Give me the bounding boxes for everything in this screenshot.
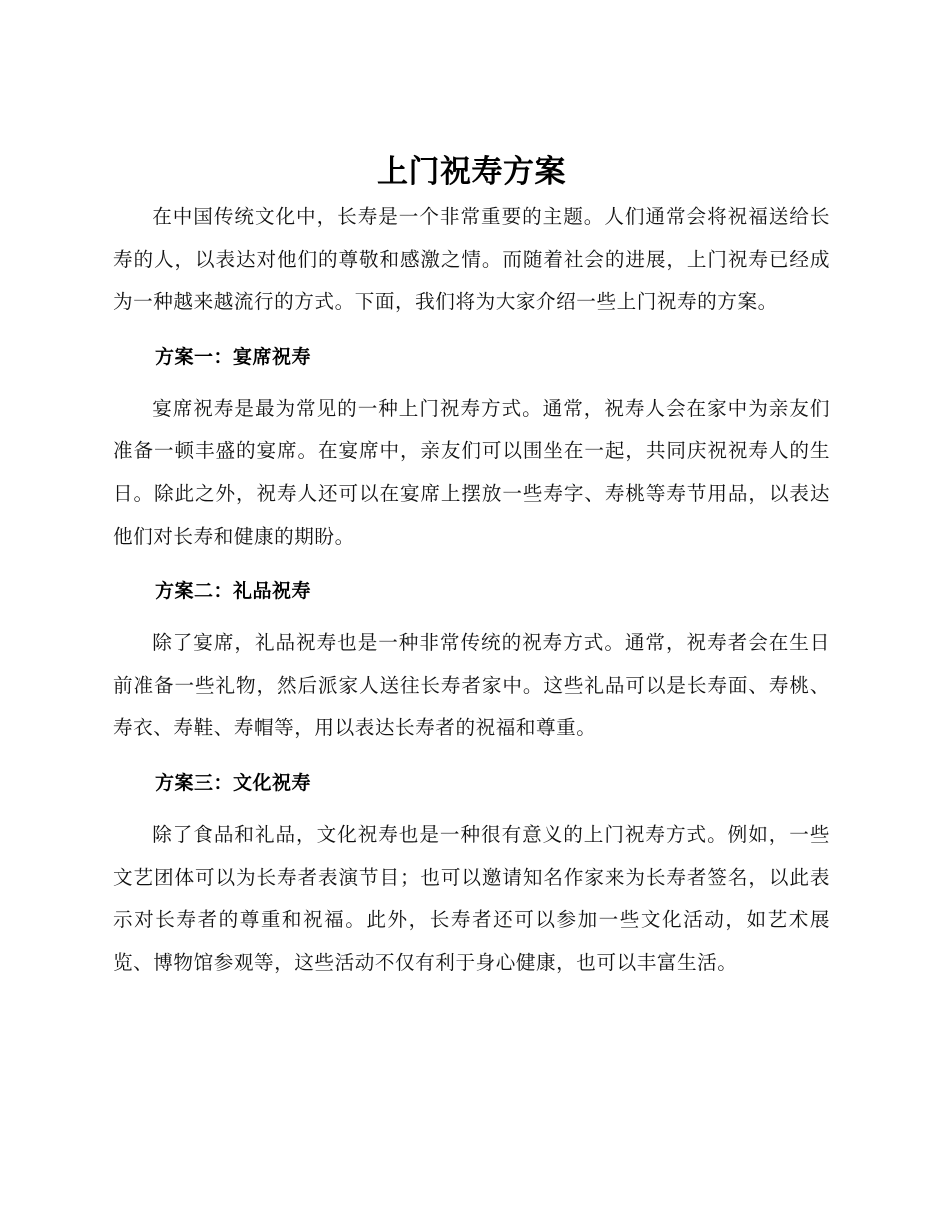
- section-body-banquet: 宴席祝寿是最为常见的一种上门祝寿方式。通常，祝寿人会在家中为亲友们准备一顿丰盛的宴席。在宴席中，亲友们可以围坐在一起，共同庆祝祝寿人的生日。除此之外，祝寿人还可以在宴席上摆放一些寿字、寿桃等寿节用品，以表达他们对长寿和健康的期盼。: [113, 396, 830, 548]
- section-body-culture: 除了食品和礼品，文化祝寿也是一种很有意义的上门祝寿方式。例如，一些文艺团体可以为长寿者表演节目；也可以邀请知名作家来为长寿者签名，以此表示对长寿者的尊重和祝福。此外，长寿者还可以参加一些文化活动，如艺术展览、博物馆参观等，这些活动不仅有利于身心健康，也可以丰富生活。: [113, 822, 830, 974]
- section-heading-gifts: 方案二：礼品祝寿: [155, 580, 312, 603]
- intro-paragraph: 在中国传统文化中，长寿是一个非常重要的主题。人们通常会将祝福送给长寿的人，以表达对他们的尊敬和感激之情。而随着社会的进展，上门祝寿已经成为一种越来越流行的方式。下面，我们将为大家介绍一些上门祝寿的方案。: [113, 205, 830, 314]
- section-heading-banquet: 方案一：宴席祝寿: [155, 345, 312, 368]
- document-page: [113, 150, 830, 984]
- section-body-gifts: 除了宴席，礼品祝寿也是一种非常传统的祝寿方式。通常，祝寿者会在生日前准备一些礼物，然后派家人送往长寿者家中。这些礼品可以是长寿面、寿桃、寿衣、寿鞋、寿帽等，用以表达长寿者的祝福和尊重。: [113, 631, 830, 740]
- document-title: 上门祝寿方案: [377, 154, 566, 190]
- section-heading-culture: 方案三：文化祝寿: [155, 771, 312, 794]
